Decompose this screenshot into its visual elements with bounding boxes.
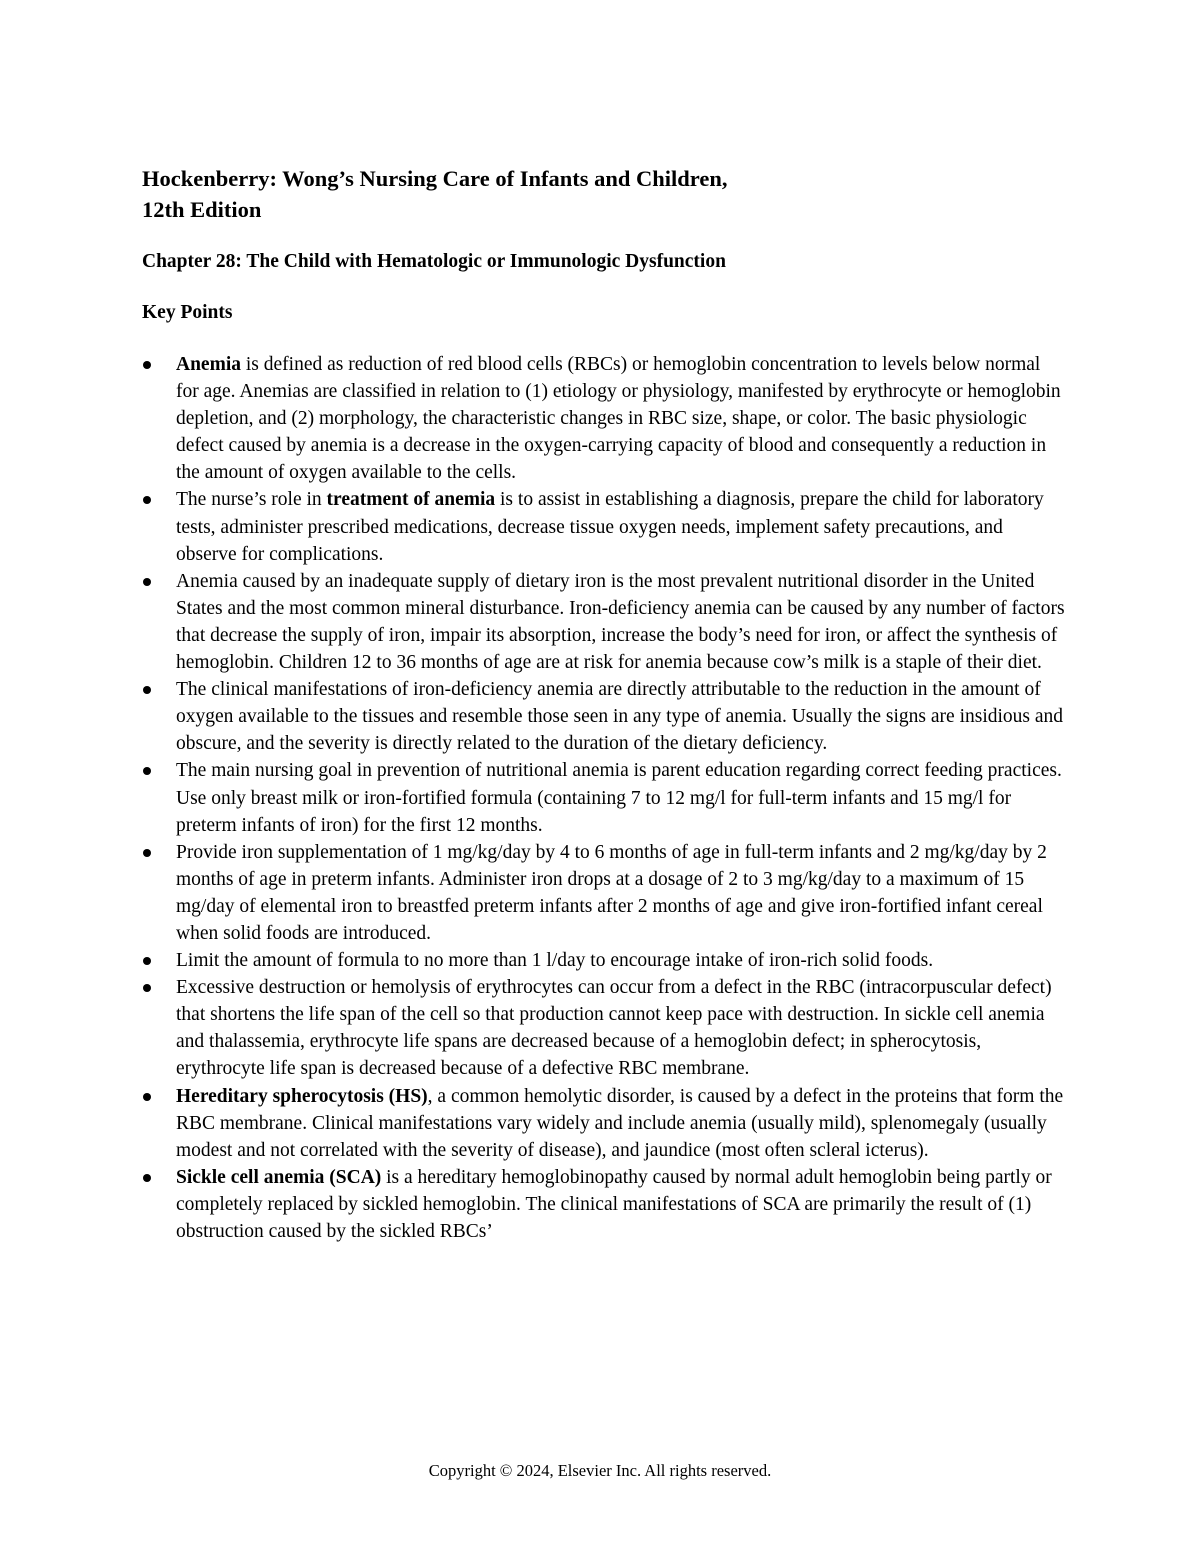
key-point-iron-supplementation — [176, 839, 1066, 947]
book-title — [142, 163, 1102, 225]
bullet-icon — [143, 767, 151, 775]
bullet-icon — [143, 1093, 151, 1101]
key-point-text: , a common hemolytic disorder, is caused by a defect in the proteins that form the RBC membrane. Clinical manifestations vary widely and include anemia (usually mild), splenomegaly (usually modest and not correlated with the severity of disease), and jaundice (most often scleral icterus). — [176, 1085, 1064, 1161]
key-point-iron-deficiency-causes — [176, 568, 1066, 676]
book-title-line-1: Hockenberry: Wong’s Nursing Care of Infants and Children, — [142, 166, 728, 191]
key-point-clinical-manifestations — [176, 676, 1066, 757]
key-point-text: is a hereditary hemoglobinopathy caused by normal adult hemoglobin being partly or completely replaced by sickled hemoglobin. The clinical manifestations of SCA are primarily the result of (1) obstruction caused by the sickled RBCs’ — [176, 1166, 1052, 1242]
key-point-text: Limit the amount of formula to no more than 1 l/day to encourage intake of iron-rich solid foods. — [176, 950, 934, 972]
bullet-icon — [143, 957, 151, 965]
bullet-icon — [143, 686, 151, 694]
key-point-limit-formula — [176, 947, 1066, 974]
section-heading: Key Points — [142, 302, 233, 323]
chapter-title: Chapter 28: The Child with Hematologic or Immunologic Dysfunction — [142, 251, 726, 272]
key-point-hemolysis — [176, 974, 1066, 1082]
key-point-term: Anemia — [176, 354, 241, 375]
bullet-icon — [143, 361, 151, 369]
key-point-term: treatment of anemia — [326, 489, 496, 511]
key-point-hereditary-spherocytosis — [176, 1083, 1066, 1164]
key-point-treatment-of-anemia — [176, 486, 1066, 567]
bullet-icon — [143, 1174, 151, 1182]
key-point-text: The clinical manifestations of iron-deficiency anemia are directly attributable to the reduction in the amount of oxygen available to the tissues and resemble those seen in any type of anemia. Usually the signs are insidious and obscure, and the severity is directly related to the duration of the dietary deficiency. — [176, 679, 1064, 755]
copyright-footer: Copyright © 2024, Elsevier Inc. All rights reserved. — [428, 1461, 772, 1480]
book-title-line-2: 12th Edition — [142, 197, 262, 222]
key-point-term: Sickle cell anemia (SCA) — [176, 1166, 382, 1188]
key-point-text: Provide iron supplementation of 1 mg/kg/day by 4 to 6 months of age in full-term infants and 2 mg/kg/day by 2 months of age in preterm infants. Administer iron drops at a dosage of 2 to 3 mg/kg/day to a maximum of 15 mg/day of elemental iron to breastfed preterm infants after 2 months of age and give iron-fortified infant cereal when solid foods are introduced. — [176, 841, 1047, 944]
bullet-icon — [143, 849, 151, 857]
key-point-text: Anemia caused by an inadequate supply of dietary iron is the most prevalent nutritional disorder in the United States and the most common mineral disturbance. Iron-deficiency anemia can be caused by any number of factors that decrease the supply of iron, impair its absorption, increase the body’s need for iron, or affect the synthesis of hemoglobin. Children 12 to 36 months of age are at risk for anemia because cow’s milk is a staple of their diet. — [176, 570, 1065, 674]
key-point-anemia-definition — [176, 351, 1066, 486]
key-point-sickle-cell-anemia — [176, 1164, 1066, 1245]
bullet-icon — [143, 496, 151, 504]
key-point-text-lead: The nurse’s role in — [176, 489, 327, 511]
key-point-text: Excessive destruction or hemolysis of erythrocytes can occur from a defect in the RBC (intracorpuscular defect) that shortens the life span of the cell so that production cannot keep pace with destruction. In sickle cell anemia and thalassemia, erythrocyte life spans are decreased because of a hemoglobin defect; in spherocytosis, erythrocyte life span is decreased because of a defective RBC membrane. — [176, 977, 1052, 1080]
key-point-text: is to assist in establishing a diagnosis, prepare the child for laboratory tests, administer prescribed medications, decrease tissue oxygen needs, implement safety precautions, and observe for complications. — [176, 489, 1044, 565]
bullet-icon — [143, 578, 151, 586]
bullet-icon — [143, 984, 151, 992]
key-point-nursing-goal — [176, 757, 1066, 838]
key-points-list — [176, 351, 1066, 1245]
key-point-term: Hereditary spherocytosis (HS) — [176, 1085, 428, 1107]
key-point-text: The main nursing goal in prevention of nutritional anemia is parent education regarding correct feeding practices. Use only breast milk or iron-fortified formula (containing 7 to 12 mg/l for full-term infants and 15 mg/l for preterm infants of iron) for the first 12 months. — [176, 760, 1062, 836]
key-point-text: is defined as reduction of red blood cells (RBCs) or hemoglobin concentration to levels below normal for age. Anemias are classified in relation to (1) etiology or physiology, manifested by erythrocyte or hemoglobin depletion, and (2) morphology, the characteristic changes in RBC size, shape, or color. The basic physiologic defect caused by anemia is a decrease in the oxygen-carrying capacity of blood and consequently a reduction in the amount of oxygen available to the cells. — [176, 354, 1061, 484]
